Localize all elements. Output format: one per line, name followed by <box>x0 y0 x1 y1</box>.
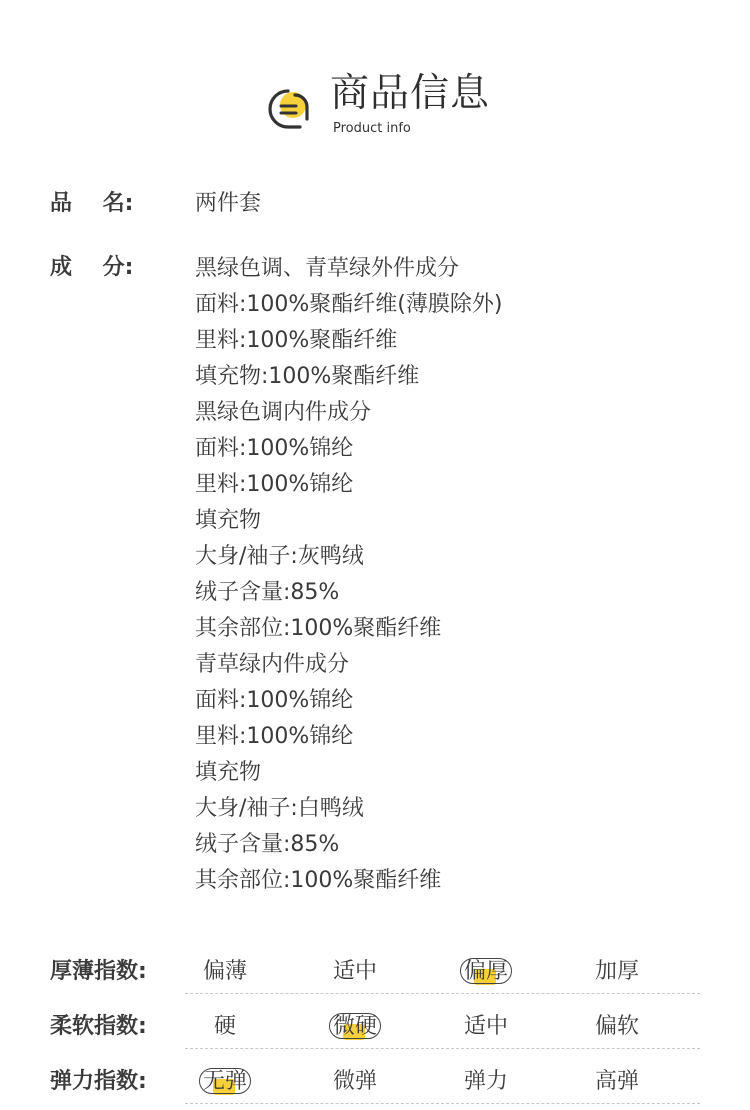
composition-line: 里料:100%锦纶 <box>195 724 354 749</box>
softness-option: 适中 <box>463 1014 508 1039</box>
softness-option: 偏软 <box>594 1014 639 1039</box>
softness-option-selected: 微硬 <box>314 1012 396 1042</box>
composition-line: 填充物 <box>195 760 262 785</box>
composition-line: 大身/袖子:灰鸭绒 <box>195 544 364 569</box>
elasticity-option-selected: 无弹 <box>184 1067 266 1097</box>
elasticity-index-label: 弹力指数: <box>50 1069 147 1094</box>
thickness-option: 加厚 <box>594 959 639 984</box>
composition-line: 黑绿色调内件成分 <box>195 400 372 425</box>
composition-line: 绒子含量:85% <box>195 832 340 857</box>
divider <box>185 1103 700 1104</box>
composition-line: 其余部位:100%聚酯纤维 <box>195 616 442 641</box>
section-header <box>0 0 750 160</box>
composition-line: 黑绿色调、青草绿外件成分 <box>195 256 460 281</box>
softness-index-row <box>50 1012 700 1052</box>
composition-line: 里料:100%锦纶 <box>195 472 354 497</box>
elasticity-index-row <box>50 1067 700 1107</box>
name-value: 两件套 <box>195 191 262 216</box>
elasticity-option: 高弹 <box>594 1069 639 1094</box>
composition-line: 面料:100%锦纶 <box>195 436 354 461</box>
composition-line: 青草绿内件成分 <box>195 652 350 677</box>
composition-line: 面料:100%聚酯纤维(薄膜除外) <box>195 292 503 317</box>
composition-line: 大身/袖子:白鸭绒 <box>195 796 364 821</box>
composition-line: 里料:100%聚酯纤维 <box>195 328 398 353</box>
softness-option: 硬 <box>213 1014 236 1039</box>
composition-label: 成 分: <box>50 255 134 280</box>
composition-line: 面料:100%锦纶 <box>195 688 354 713</box>
thickness-index-label: 厚薄指数: <box>50 959 147 984</box>
thickness-option: 适中 <box>332 959 377 984</box>
composition-line: 其余部位:100%聚酯纤维 <box>195 868 442 893</box>
elasticity-option: 微弹 <box>332 1069 377 1094</box>
softness-index-label: 柔软指数: <box>50 1014 147 1039</box>
divider <box>185 993 700 994</box>
thickness-option: 偏薄 <box>202 959 247 984</box>
composition-list <box>195 256 502 904</box>
section-subtitle: Product info <box>333 121 411 136</box>
composition-line: 填充物 <box>195 508 262 533</box>
divider <box>185 1048 700 1049</box>
thickness-option-selected: 偏厚 <box>445 957 527 987</box>
document-lines-icon <box>266 86 316 132</box>
name-label: 品 名: <box>50 191 134 216</box>
thickness-index-row <box>50 957 700 997</box>
section-title: 商品信息 <box>330 71 491 116</box>
elasticity-option: 弹力 <box>463 1069 508 1094</box>
composition-line: 绒子含量:85% <box>195 580 340 605</box>
composition-line: 填充物:100%聚酯纤维 <box>195 364 420 389</box>
